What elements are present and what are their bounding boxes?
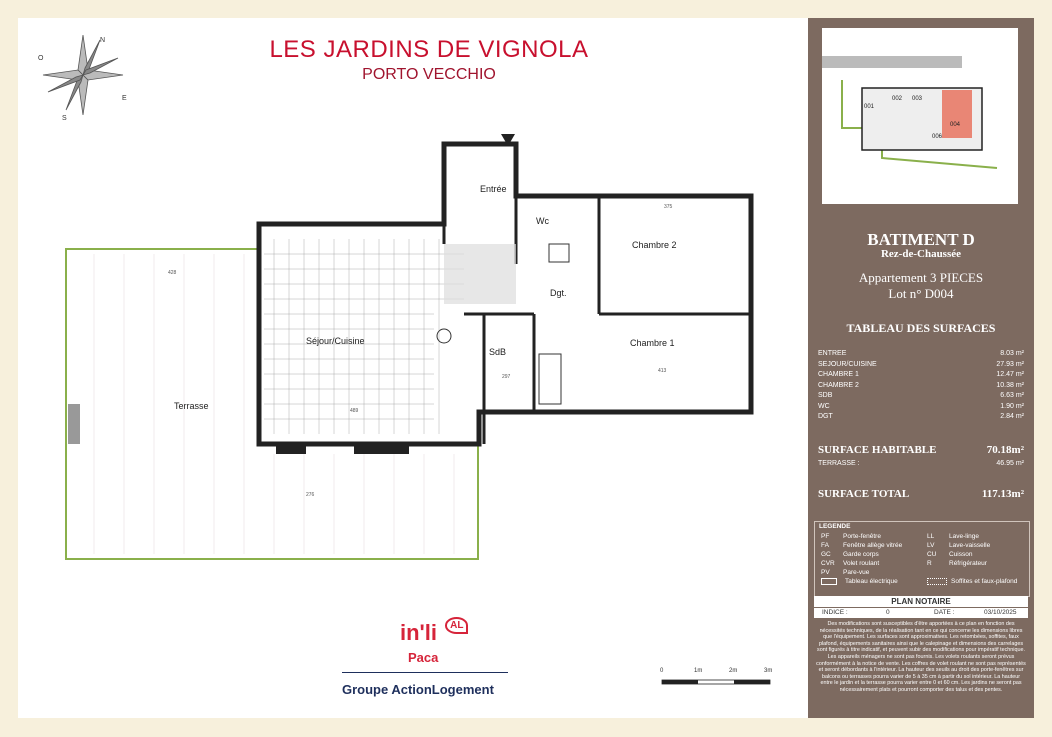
dim-489: 489 bbox=[350, 408, 359, 414]
date-value: 03/10/2025 bbox=[984, 609, 1017, 616]
surface-habitable: SURFACE HABITABLE 70.18m² bbox=[818, 444, 1024, 456]
logo-region: Paca bbox=[408, 650, 439, 665]
key-plan bbox=[822, 28, 1018, 204]
electric-panel-icon bbox=[821, 578, 837, 585]
keyplan-lot-003: 003 bbox=[912, 96, 923, 102]
legend-item: GC Garde corps bbox=[821, 551, 879, 558]
scale-bar bbox=[658, 676, 778, 696]
building-name: BATIMENT D bbox=[867, 230, 975, 249]
keyplan-lot-006: 006 bbox=[932, 134, 943, 140]
scale-2: 2m bbox=[729, 668, 738, 674]
index-row bbox=[814, 608, 1028, 618]
surface-row: WC 1.90 m² bbox=[818, 402, 1024, 410]
building-level: Rez-de-Chaussée bbox=[880, 248, 962, 260]
logo-divider bbox=[342, 672, 508, 673]
legend-item: CU Cuisson bbox=[927, 551, 973, 558]
date-label: DATE : bbox=[934, 609, 955, 616]
compass-s: S bbox=[62, 115, 67, 120]
scale-3: 3m bbox=[764, 668, 773, 674]
dim-428: 428 bbox=[168, 270, 177, 276]
surface-row: DGT 2.84 m² bbox=[818, 413, 1024, 420]
scale-1: 1m bbox=[694, 668, 703, 674]
surface-terrasse: TERRASSE : 46.95 m² bbox=[818, 460, 1024, 467]
legend-item: LV Lave-vaisselle bbox=[927, 542, 991, 549]
logo-group: Groupe ActionLogement bbox=[342, 682, 494, 697]
compass-o: O bbox=[38, 55, 44, 62]
surface-row: ENTREE 8.03 m² bbox=[818, 350, 1024, 357]
page-subtitle: PORTO VECCHIO bbox=[362, 66, 496, 83]
dim-413: 413 bbox=[658, 368, 667, 374]
page-title: LES JARDINS DE VIGNOLA bbox=[269, 36, 589, 63]
room-sejour: Séjour/Cuisine bbox=[306, 336, 365, 346]
room-wc: Wc bbox=[536, 216, 549, 226]
plan-sheet bbox=[18, 18, 1034, 718]
surfaces-table-title: TABLEAU DES SURFACES bbox=[846, 321, 996, 335]
dim-297: 297 bbox=[502, 374, 511, 380]
index-value: 0 bbox=[886, 609, 890, 616]
surface-total: SURFACE TOTAL 117.13m² bbox=[818, 488, 1024, 500]
dim-375: 375 bbox=[664, 204, 673, 210]
legend-item: FA Fenêtre allège vitrée bbox=[821, 542, 903, 549]
room-sdb: SdB bbox=[489, 347, 507, 357]
logo-brand: in'li bbox=[400, 620, 438, 645]
floor-plan bbox=[64, 114, 784, 574]
room-terrasse: Terrasse bbox=[174, 401, 209, 411]
legend-item: PF Porte-fenêtre bbox=[821, 533, 881, 540]
index-label: INDICE : bbox=[822, 609, 848, 616]
info-panel bbox=[808, 18, 1034, 718]
legend-item: LL Lave-linge bbox=[927, 533, 979, 540]
scale-0: 0 bbox=[660, 668, 664, 674]
inli-logo bbox=[400, 620, 468, 646]
keyplan-lot-001: 001 bbox=[864, 104, 875, 110]
surface-row: CHAMBRE 1 12.47 m² bbox=[818, 371, 1024, 378]
compass-n: N bbox=[100, 37, 106, 44]
surface-row: SDB 6.63 m² bbox=[818, 392, 1024, 399]
legend-item: R Réfrigérateur bbox=[927, 560, 987, 567]
soffit-icon bbox=[927, 578, 947, 585]
legend-title: LEGENDE bbox=[819, 523, 851, 530]
compass-rose-icon bbox=[38, 30, 128, 120]
surface-row: CHAMBRE 2 10.38 m² bbox=[818, 381, 1024, 389]
apartment-type: Appartement 3 PIECES bbox=[858, 270, 984, 285]
dim-276: 276 bbox=[306, 492, 315, 498]
room-chambre2: Chambre 2 bbox=[632, 240, 677, 250]
keyplan-lot-002: 002 bbox=[892, 96, 903, 102]
legend-item: Tableau électrique bbox=[821, 578, 898, 585]
surfaces-table bbox=[818, 349, 1024, 423]
surface-row: SEJOUR/CUISINE 27.93 m² bbox=[818, 360, 1024, 368]
disclaimer: Des modifications sont susceptibles d'être apportées à ce plan en fonction des nécessités techniques, de la réalisation tant en ce qui concerne les dimensions libres que l'équipement. Les surfaces sont approximatives. Les retombées, soffites, faux plafond, équipements sanitaires ainsi que le calepinage et dimensions des carrelages sont figurés à titre indicatif, et peuvent subir des modifications pour impératif technique. Les appareils ménagers ne sont pas fournis. Les volets roulants seront prévus conformément à la notice de vente. Les coffres de volet roulant ne sont pas représentés et seront débordants à l'intérieur. La hauteur des seuils au droit des porte-fenêtres sur balcons ou terrasses pourra varier de 5 à 35 cm à partir du sol intérieur. La hauteur entre le jardin et la terrasse pourra varier entre 0 et 60 cm. Les jardins ne seront pas nécessairement plats et pourront comporter des talus et des pentes. bbox=[816, 621, 1026, 693]
keyplan-lot-004: 004 bbox=[950, 122, 961, 128]
plan-notaire: PLAN NOTAIRE bbox=[814, 596, 1028, 607]
lot-number: Lot n° D004 bbox=[888, 286, 954, 301]
room-dgt: Dgt. bbox=[550, 288, 567, 298]
room-chambre1: Chambre 1 bbox=[630, 338, 675, 348]
compass-e: E bbox=[122, 95, 127, 102]
legend-item: CVR Volet roulant bbox=[821, 560, 880, 567]
legend bbox=[814, 521, 1030, 597]
legend-item: PV Pare-vue bbox=[821, 569, 870, 576]
legend-item: Soffites et faux-plafond bbox=[927, 578, 1017, 585]
logo-badge: AL bbox=[445, 617, 468, 634]
room-entree: Entrée bbox=[480, 184, 507, 194]
